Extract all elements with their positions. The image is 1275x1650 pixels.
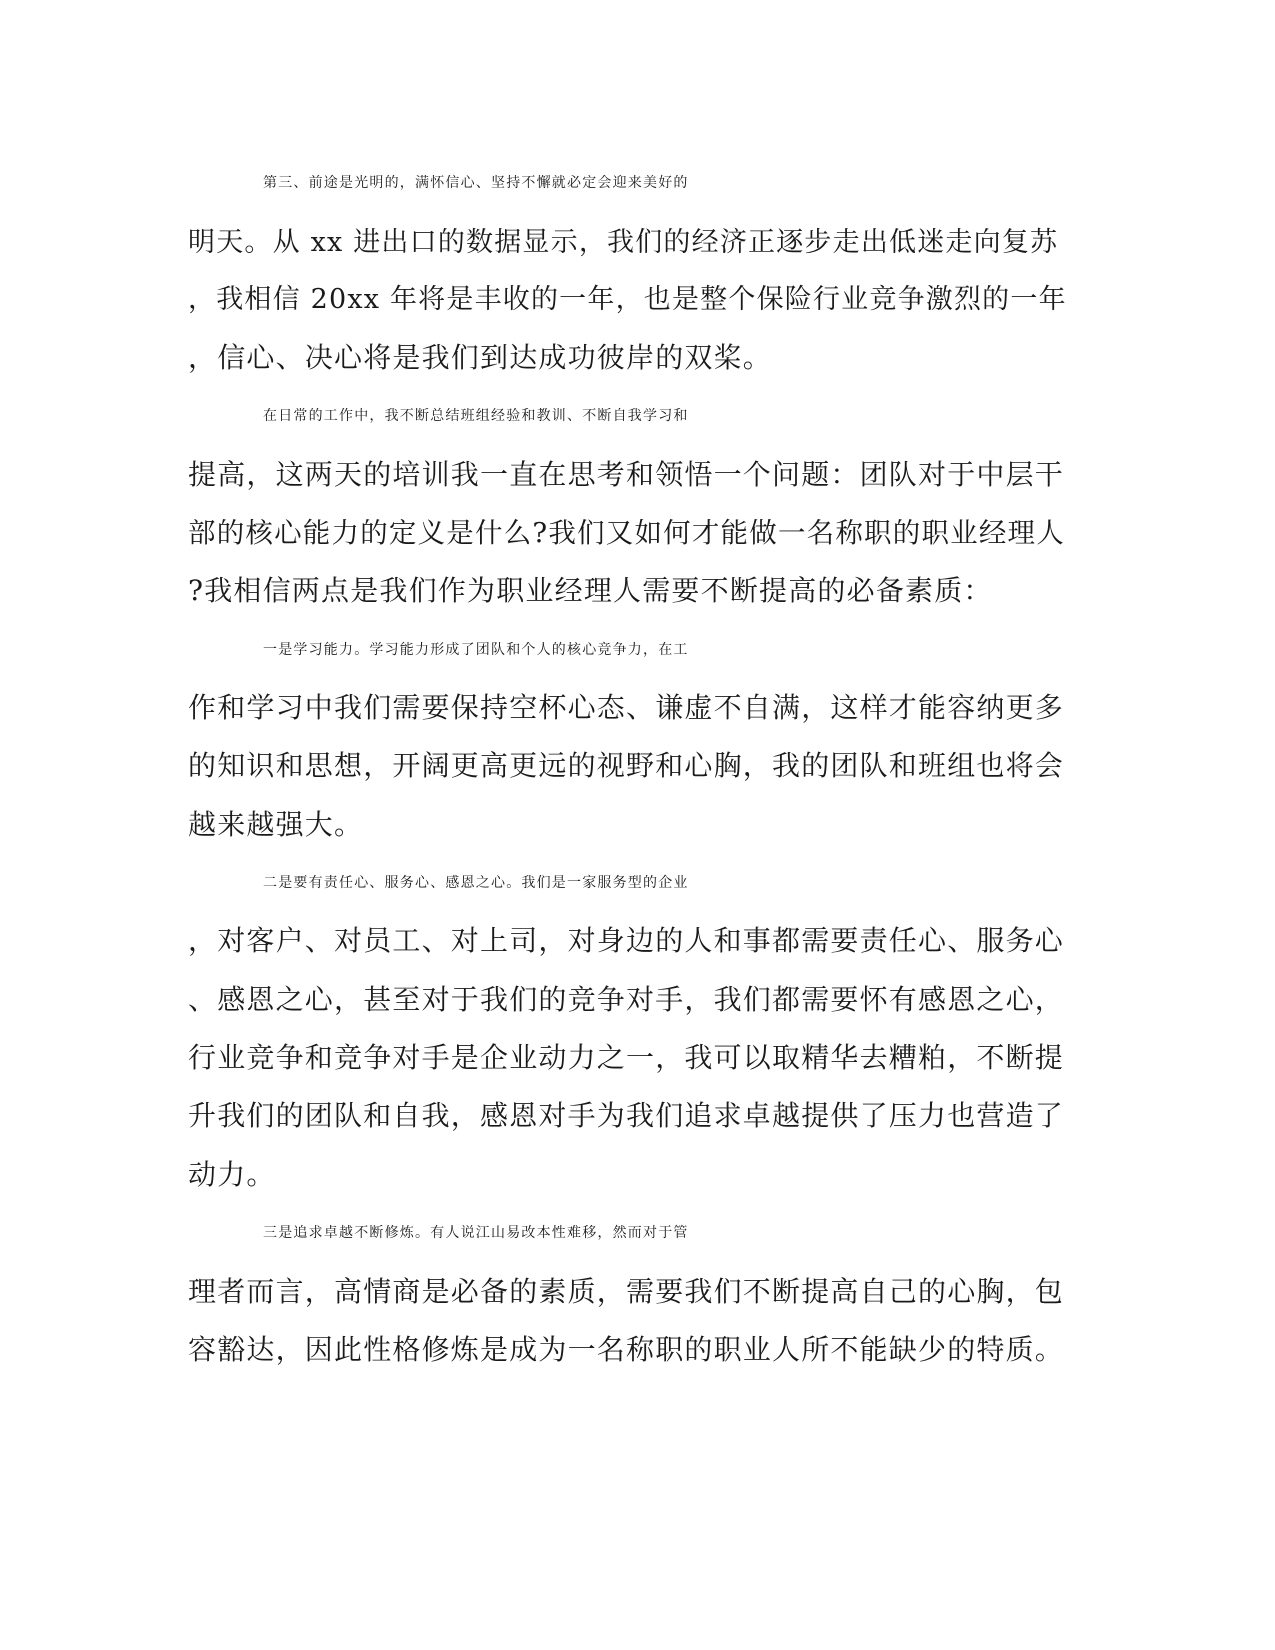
text-line: 越来越强大。 [188,808,364,841]
text-line: ，对客户、对员工、对上司，对身边的人和事都需要责任心、服务心 [188,924,1065,957]
text-line: 作和学习中我们需要保持空杯心态、谦虚不自满，这样才能容纳更多 [188,691,1065,724]
text-line: 理者而言，高情商是必备的素质，需要我们不断提高自己的心胸，包 [188,1275,1065,1308]
text-line: 在日常的工作中，我不断总结班组经验和教训、不断自我学习和 [263,408,689,424]
text-line: 第三、前途是光明的，满怀信心、坚持不懈就必定会迎来美好的 [263,175,689,191]
text-line: ，信心、决心将是我们到达成功彼岸的双桨。 [188,341,773,374]
text-line: 明天。从 xx 进出口的数据显示，我们的经济正逐步走出低迷走向复苏 [188,227,1059,258]
text-line: 提高，这两天的培训我一直在思考和领悟一个问题：团队对于中层干 [188,458,1065,491]
text-line: 二是要有责任心、服务心、感恩之心。我们是一家服务型的企业 [263,875,689,891]
text-line: 三是追求卓越不断修炼。有人说江山易改本性难移，然而对于管 [263,1225,689,1241]
text-line: 行业竞争和竞争对手是企业动力之一，我可以取精华去糟粕，不断提 [188,1041,1065,1074]
text-line: 容豁达，因此性格修炼是成为一名称职的职业人所不能缺少的特质。 [188,1333,1065,1366]
text-line: 动力。 [188,1158,276,1191]
text-line: ，我相信 20xx 年将是丰收的一年，也是整个保险行业竞争激烈的一年 [188,284,1067,315]
text-line: 的知识和思想，开阔更高更远的视野和心胸，我的团队和班组也将会 [188,749,1065,782]
text-line: 升我们的团队和自我，感恩对手为我们追求卓越提供了压力也营造了 [188,1099,1065,1132]
text-line: 一是学习能力。学习能力形成了团队和个人的核心竞争力，在工 [263,642,689,658]
text-line: ?我相信两点是我们作为职业经理人需要不断提高的必备素质： [188,574,993,607]
text-line: 部的核心能力的定义是什么?我们又如何才能做一名称职的职业经理人 [188,517,1065,549]
text-line: 、感恩之心，甚至对于我们的竞争对手，我们都需要怀有感恩之心， [188,983,1065,1016]
